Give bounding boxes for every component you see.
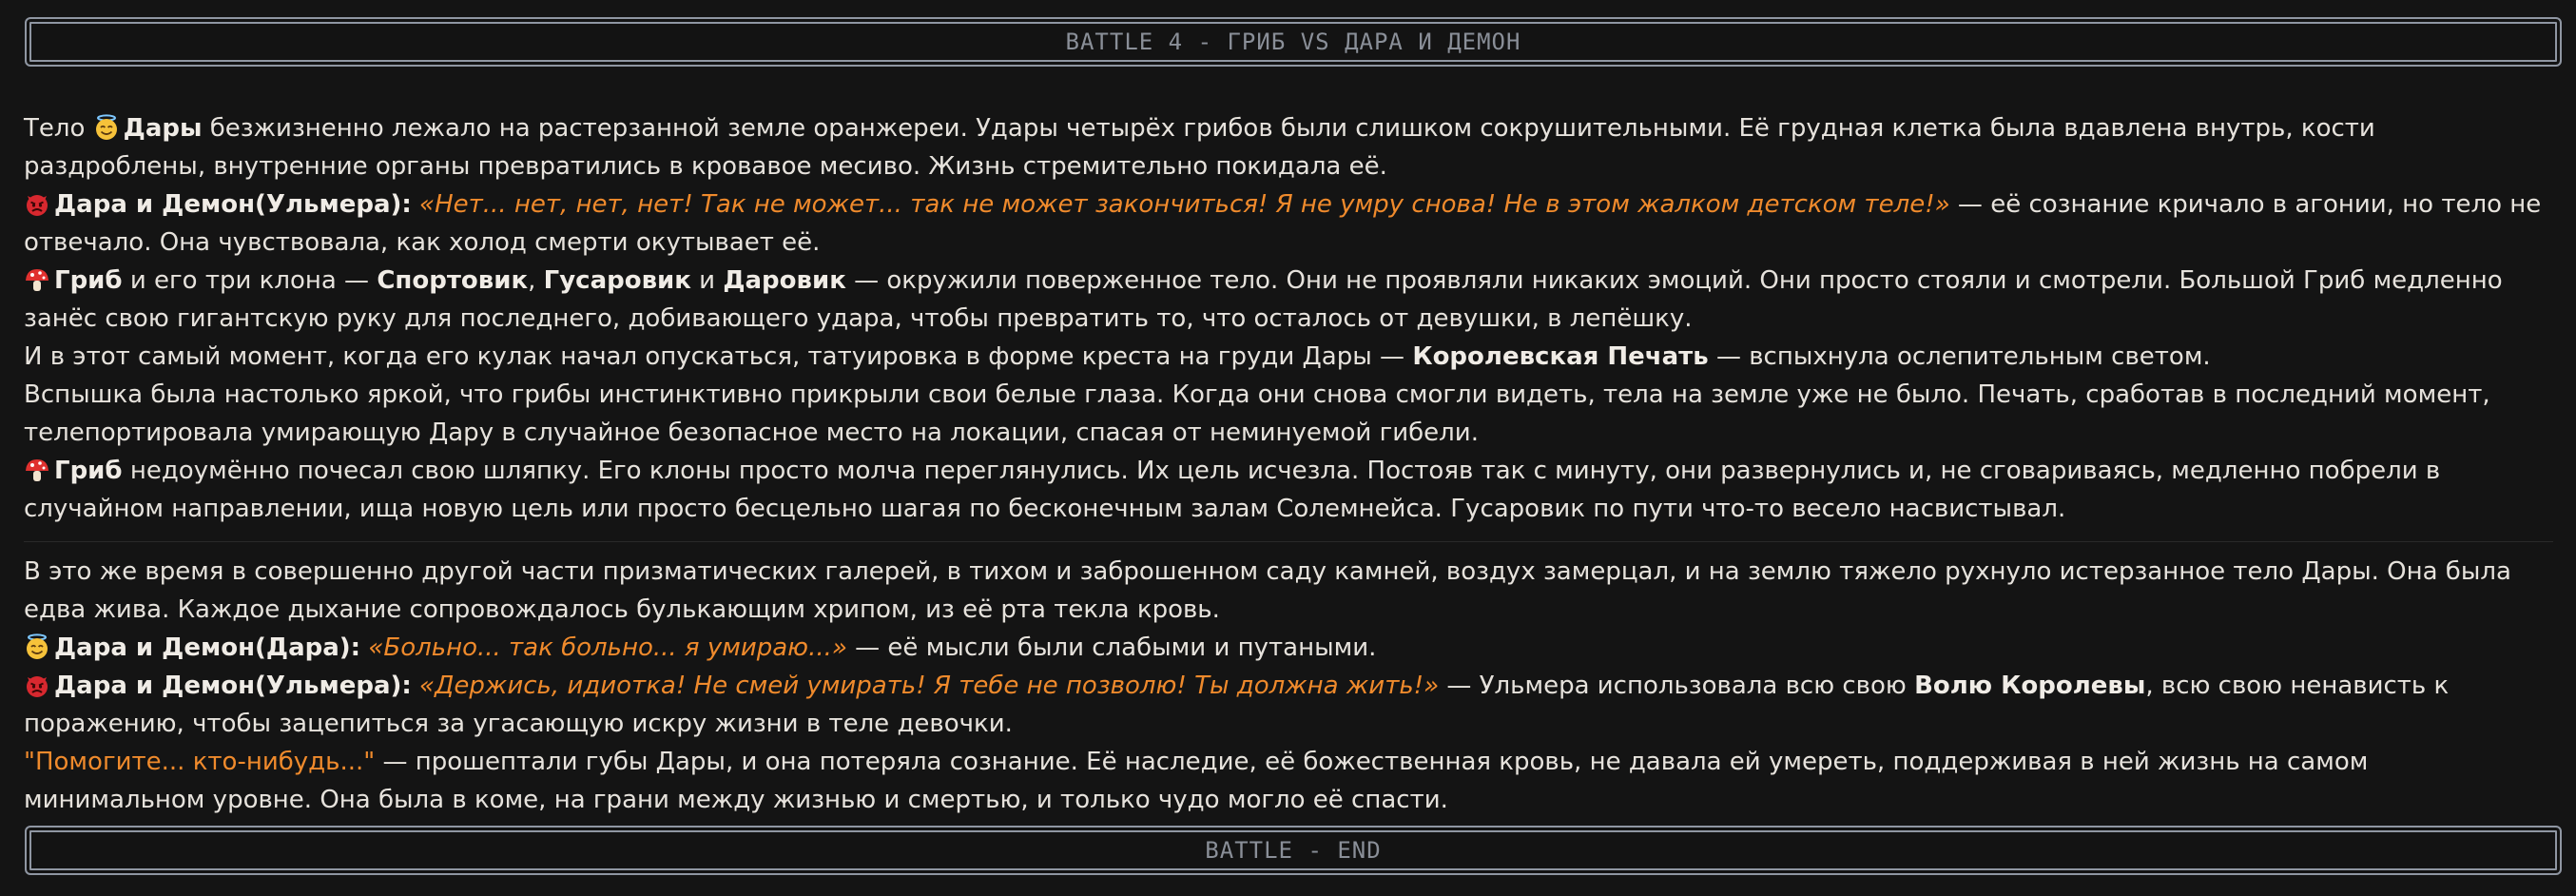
paragraph-7: В это же время в совершенно другой части призматических галерей, в тихом и заброшенном саду камней, воздух замерцал, и на землю тяжело рухнуло истерзанное тело Дары. Она была едва жива. Каждое дыхание сопровождалось булькающим хрипом, из её рта текла кровь. bbox=[24, 557, 2511, 624]
angry-devil-face-icon bbox=[24, 190, 50, 217]
paragraph-4 bbox=[24, 338, 2553, 376]
battle-title: BATTLE 4 - ГРИБ VS ДАРА И ДЕМОН bbox=[1065, 29, 1521, 55]
text-span: , bbox=[528, 266, 544, 295]
royal-seal-term: Королевская Печать bbox=[1412, 342, 1709, 371]
text-span: И в этот самый момент, когда его кулак начал опускаться, татуировка в форме креста на груди Дары — bbox=[24, 342, 1413, 371]
clone-name: Даровик bbox=[723, 266, 846, 295]
dialogue-quote: "Помогите... кто-нибудь..." bbox=[24, 748, 376, 776]
text-span: — вспыхнула ослепительным светом. bbox=[1708, 342, 2211, 371]
character-name-dara: Дары bbox=[123, 114, 203, 143]
text-span: недоумённо почесал свою шляпку. Его клоны просто молча переглянулись. Их цель исчезла. Постояв так с минуту, они развернулись и, не сговариваясь, медленно побрели в случайном направлении, ища новую цель или просто бесцельно шагая по бесконечным залам Солемнейса. Гусаровик по пути что-то весело насвистывал. bbox=[24, 457, 2441, 523]
speaker-name: Дара и Демон(Ульмера): bbox=[54, 190, 412, 219]
mushroom-icon bbox=[24, 266, 50, 293]
angry-devil-face-icon bbox=[24, 672, 50, 698]
text-span: — окружили поверженное тело. Они не проявляли никаких эмоций. Они просто стояли и смотрели. Большой Гриб медленно занёс свою гигантскую руку для последнего, добивающего удара, чтобы превратить то, что осталось от девушки, в лепёшку. bbox=[24, 266, 2503, 333]
paragraph-5: Вспышка была настолько яркой, что грибы инстинктивно прикрыли свои белые глаза. Когда они снова смогли видеть, тела на земле уже не было. Печать, сработав в последний момент, телепортировала умирающую Дару в случайное безопасное место на локации, спасая от неминуемой гибели. bbox=[24, 380, 2490, 447]
paragraph-10 bbox=[24, 743, 2553, 819]
mushroom-icon bbox=[24, 457, 50, 483]
text-span: — её сознание кричало в агонии, но тело не отвечало. Она чувствовала, как холод смерти окутывает её. bbox=[24, 190, 2542, 257]
text-span: — её мысли были слабыми и путаными. bbox=[846, 633, 1377, 662]
paragraph-9 bbox=[24, 667, 2553, 743]
queen-will-term: Волю Королевы bbox=[1914, 672, 2146, 700]
story-content bbox=[24, 109, 2553, 819]
smiling-face-with-halo-icon bbox=[24, 633, 50, 660]
smiling-face-with-halo-icon bbox=[93, 114, 120, 141]
paragraph-3 bbox=[24, 262, 2553, 338]
dialogue-quote: «Больно... так больно... я умираю...» bbox=[368, 633, 847, 662]
text-span: и bbox=[690, 266, 724, 295]
character-name-grib: Гриб bbox=[54, 266, 123, 295]
dialogue-quote: «Держись, идиотка! Не смей умирать! Я тебе не позволю! Ты должна жить!» bbox=[419, 672, 1440, 700]
text-span: , всю свою ненависть к поражению, чтобы зацепиться за угасающую искру жизни в теле девочки. bbox=[24, 672, 2450, 738]
paragraph-8 bbox=[24, 629, 2553, 667]
character-name-grib: Гриб bbox=[54, 457, 123, 485]
text-span: Тело bbox=[24, 114, 93, 143]
clone-name: Спортовик bbox=[377, 266, 529, 295]
dialogue-quote: «Нет... нет, нет, нет! Так не может... так не может закончиться! Я не умру снова! Не в этом жалком детском теле!» bbox=[419, 190, 1950, 219]
paragraph-1 bbox=[24, 109, 2553, 185]
text-span: и его три клона — bbox=[122, 266, 378, 295]
paragraph-2 bbox=[24, 185, 2553, 262]
scene-divider bbox=[24, 541, 2553, 542]
clone-name: Гусаровик bbox=[543, 266, 691, 295]
text-span: — прошептали губы Дары, и она потеряла сознание. Её наследие, её божественная кровь, не давала ей умереть, поддерживая в ней жизнь на самом минимальном уровне. Она была в коме, на грани между жизнью и смертью, и только чудо могло её спасти. bbox=[24, 748, 2369, 814]
battle-end-banner bbox=[25, 826, 2562, 875]
battle-title-banner bbox=[25, 17, 2562, 67]
speaker-name: Дара и Демон(Ульмера): bbox=[54, 672, 412, 700]
speaker-name: Дара и Демон(Дара): bbox=[54, 633, 361, 662]
battle-end-title: BATTLE - END bbox=[1205, 837, 1382, 864]
text-span: безжизненно лежало на растерзанной земле оранжереи. Удары четырёх грибов были слишком сокрушительными. Её грудная клетка была вдавлена внутрь, кости раздроблены, внутренние органы превратились в кровавое месиво. Жизнь стремительно покидала её. bbox=[24, 114, 2375, 181]
text-span: — Ульмера использовала всю свою bbox=[1439, 672, 1915, 700]
paragraph-6 bbox=[24, 452, 2553, 528]
